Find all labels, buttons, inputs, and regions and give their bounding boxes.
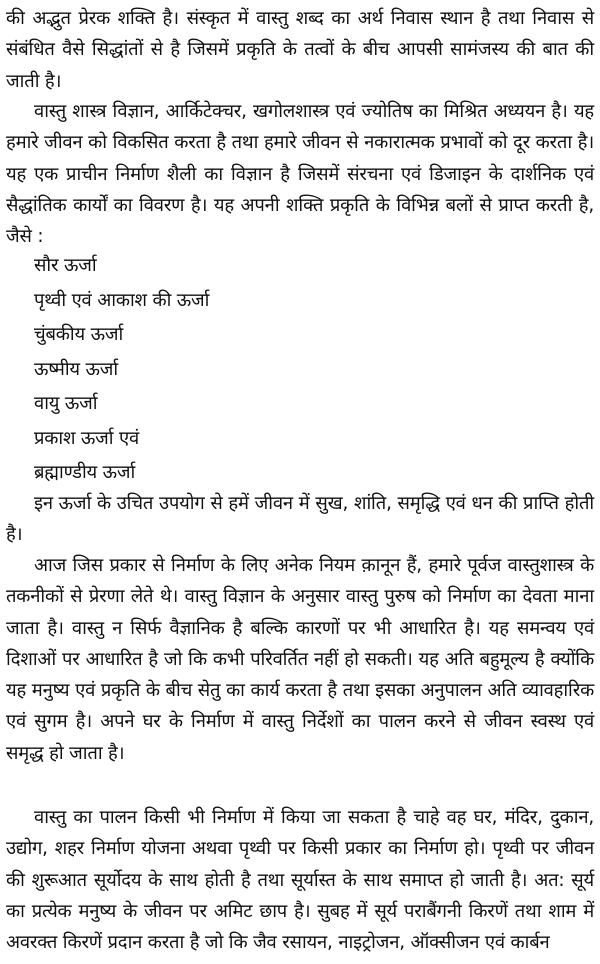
energy-list xyxy=(34,249,209,491)
list-item-wind-energy: वायु ऊर्जा xyxy=(34,393,98,414)
list-item-earth-sky-energy: पृथ्वी एवं आकाश की ऊर्जा xyxy=(34,289,210,311)
list-item-light-energy: प्रकाश ऊर्जा एवं xyxy=(34,427,139,449)
list-item-cosmic-energy: ब्रह्माण्डीय ऊर्जा xyxy=(34,462,136,483)
paragraph-vastu-purush: आज जिस प्रकार से निर्माण के लिए अनेक नियम क़ानून हैं, हमारे पूर्वज वास्तुशास्त्र के तकनीकों से प्रेरणा लेते थे। वास्तु विज्ञान के अनुसार वास्तु पुरुष को निर्माण का देवता माना जाता है। वास्तु न सिर्फ वैज्ञानिक है बल्कि कारणों पर भी आधारित है। यह समन्वय एवं दिशाओं पर आधारित है जो कि कभी परिवर्तित नहीं हो सकती। यह अति बहुमूल्य है क्योंकि यह मनुष्य एवं प्रकृति के बीच सेतु का कार्य करता है तथा इसका अनुपालन अति व्यावहारिक एवं सुगम है। अपने घर के निर्माण में वास्तु निर्देशों का पालन करने से जीवन स्वस्थ एवं समृद्ध हो जाता है। xyxy=(6,555,594,764)
paragraph-vastu-definition: वास्तु शास्त्र विज्ञान, आर्किटेक्चर, खगोलशास्त्र एवं ज्योतिष का मिश्रित अध्ययन है। यह हमारे जीवन को विकसित करता है तथा हमारे जीवन से नकारात्मक प्रभावों को दूर करता है। यह एक प्राचीन निर्माण शैली का विज्ञान है जिसमें संरचना एवं डिजाइन के दार्शनिक एवं सैद्धांतिक कार्यों का विवरण है। यह अपनी शक्ति प्रकृति के विभिन्न बलों से प्राप्त करती है, जैसे : xyxy=(6,101,594,248)
paragraph-sun-influence: वास्तु का पालन किसी भी निर्माण में किया जा सकता है चाहे वह घर, मंदिर, दुकान, उद्योग, शहर निर्माण योजना अथवा पृथ्वी पर किसी प्रकार का निर्माण हो। पृथ्वी पर जीवन की शुरूआत सूर्योदय के साथ होती है तथा सूर्यास्त के साथ समाप्त हो जाती है। अत: सूर्य का प्रत्येक मनुष्य के जीवन पर अमिट छाप है। सुबह में सूर्य पराबैंगनी किरणें तथा शाम में अवरक्त किरणें प्रदान करता है जो कि जैव रसायन, नाइट्रोजन, ऑक्सीजन एवं कार्बन xyxy=(6,807,594,954)
list-item-magnetic-energy: चुंबकीय ऊर्जा xyxy=(34,324,124,345)
list-item-solar-energy: सौर ऊर्जा xyxy=(34,255,97,276)
paragraph-intro: की अद्भुत प्रेरक शक्ति है। संस्कृत में वास्तु शब्द का अर्थ निवास स्थान है तथा निवास से संबंधित वैसे सिद्धांतों से है जिसमें प्रकृति के तत्वों के बीच आपसी सामंजस्य की बात की जाती है। xyxy=(6,8,594,92)
paragraph-energy-benefits: इन ऊर्जा के उचित उपयोग से हमें जीवन में सुख, शांति, समृद्धि एवं धन की प्राप्ति होती है। xyxy=(6,493,594,546)
list-item-thermal-energy: ऊष्मीय ऊर्जा xyxy=(34,358,118,380)
